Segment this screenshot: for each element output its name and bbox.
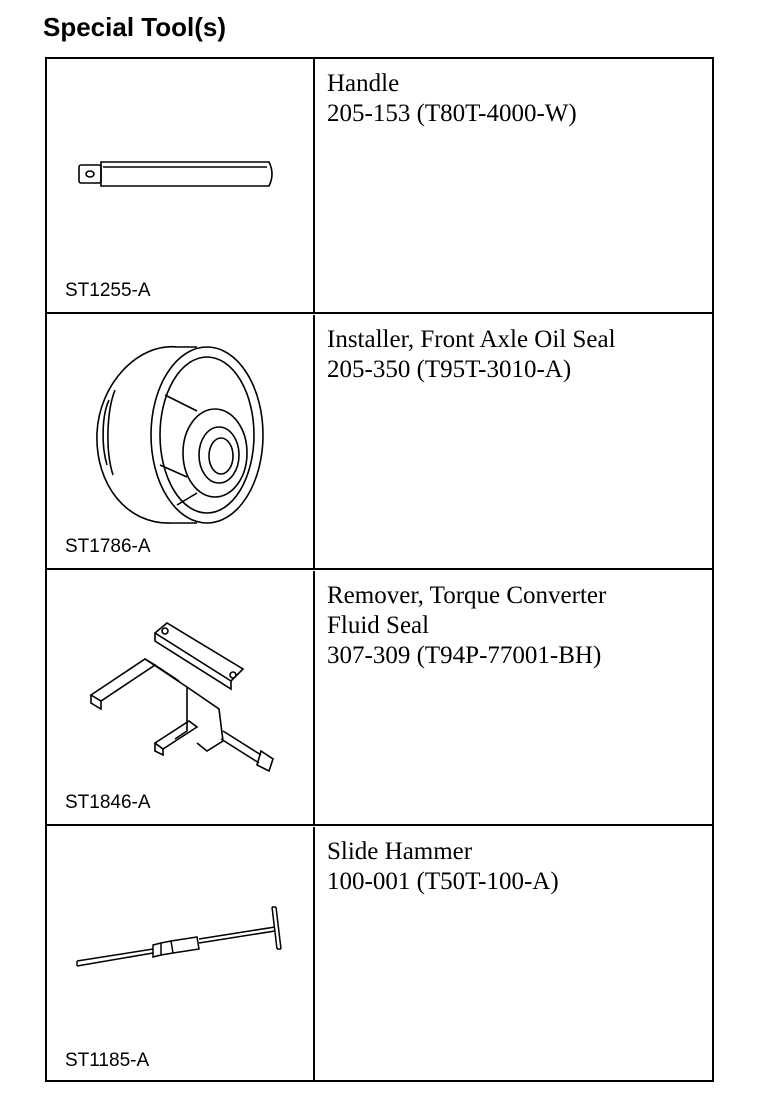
tool-name: Remover, Torque Converter bbox=[327, 582, 607, 609]
tool-name: Handle bbox=[327, 70, 400, 97]
page-title: Special Tool(s) bbox=[43, 12, 226, 42]
seal-remover-icon bbox=[47, 571, 313, 826]
image-code: ST1846-A bbox=[65, 792, 151, 813]
tool-description bbox=[327, 581, 707, 671]
tool-description bbox=[327, 69, 707, 129]
tool-description bbox=[327, 325, 707, 385]
tool-name: Installer, Front Axle Oil Seal bbox=[327, 326, 616, 353]
tool-image-cell bbox=[47, 827, 315, 1082]
seal-installer-icon bbox=[47, 315, 313, 570]
image-code: ST1786-A bbox=[65, 536, 151, 557]
table-row bbox=[47, 59, 712, 314]
handle-icon bbox=[47, 59, 313, 314]
table-row bbox=[47, 827, 712, 1082]
tool-number: 205-153 (T80T-4000-W) bbox=[327, 100, 577, 127]
special-tools-table bbox=[45, 57, 714, 1082]
tool-image-cell bbox=[47, 59, 315, 312]
image-code: ST1185-A bbox=[65, 1050, 150, 1071]
tool-image-cell bbox=[47, 571, 315, 824]
tool-description bbox=[327, 837, 707, 897]
slide-hammer-icon bbox=[47, 827, 313, 1082]
tool-name: Slide Hammer bbox=[327, 838, 473, 865]
tool-name-line-2: Fluid Seal bbox=[327, 612, 430, 639]
table-row bbox=[47, 315, 712, 570]
table-row bbox=[47, 571, 712, 826]
tool-number: 205-350 (T95T-3010-A) bbox=[327, 356, 572, 383]
tool-number: 307-309 (T94P-77001-BH) bbox=[327, 642, 602, 669]
image-code: ST1255-A bbox=[65, 280, 151, 301]
tool-image-cell bbox=[47, 315, 315, 568]
tool-number: 100-001 (T50T-100-A) bbox=[327, 868, 559, 895]
